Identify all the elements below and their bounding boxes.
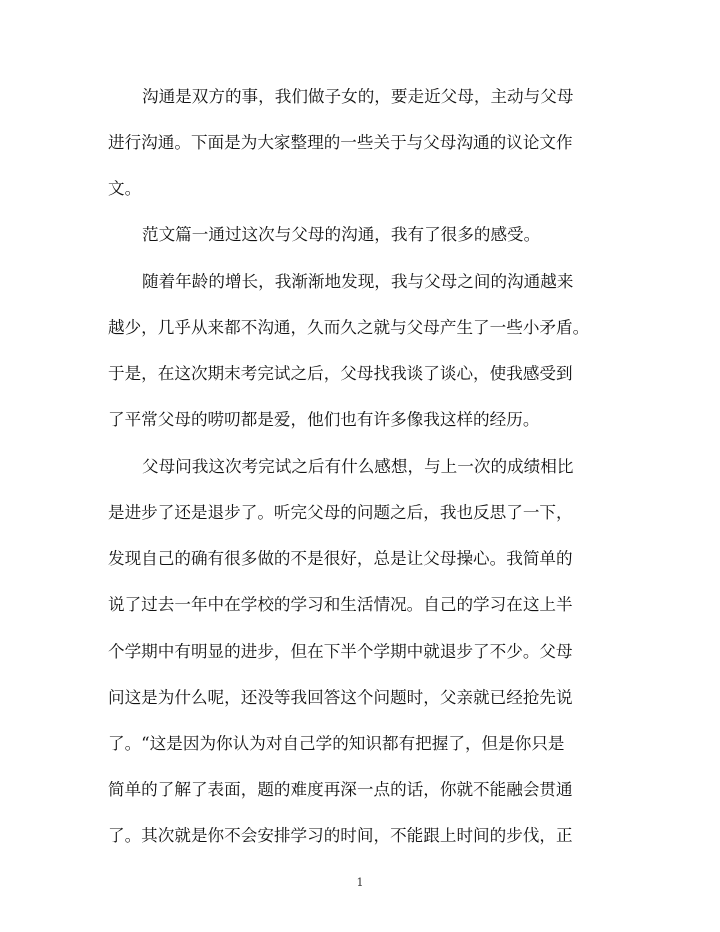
paragraph-line: 沟通是双方的事，我们做子女的，要走近父母，主动与父母	[142, 87, 574, 106]
paragraph-line: 是进步了还是退步了。听完父母的问题之后，我也反思了一下，	[108, 503, 573, 522]
paragraph-line: 了平常父母的唠叨都是爱，他们也有许多像我这样的经历。	[108, 410, 540, 429]
paragraph-line: 了。“这是因为你认为对自己学的知识都有把握了，但是你只是	[108, 734, 565, 753]
paragraph-line: 问这是为什么呢，还没等我回答这个问题时，父亲就已经抢先说	[108, 688, 573, 707]
paragraph-line: 简单的了解了表面，题的难度再深一点的话，你就不能融会贯通	[108, 780, 573, 799]
paragraph-line: 越少，几乎从来都不沟通，久而久之就与父母产生了一些小矛盾。	[108, 318, 590, 337]
paragraph-line: 文。	[108, 179, 142, 198]
paragraph-line: 范文篇一通过这次与父母的沟通，我有了很多的感受。	[142, 225, 541, 244]
paragraph-line: 于是，在这次期末考完试之后，父母找我谈了谈心，使我感受到	[108, 364, 573, 383]
paragraph-line: 了。其次就是你不会安排学习的时间，不能跟上时间的步伐，正	[108, 826, 573, 845]
page-number: 1	[356, 876, 364, 889]
paragraph-line: 进行沟通。下面是为大家整理的一些关于与父母沟通的议论文作	[108, 133, 573, 152]
paragraph-line: 父母问我这次考完试之后有什么感想，与上一次的成绩相比	[142, 457, 574, 476]
paragraph-line: 说了过去一年中在学校的学习和生活情况。自己的学习在这上半	[108, 595, 573, 614]
paragraph-line: 个学期中有明显的进步，但在下半个学期中就退步了不少。父母	[108, 642, 573, 661]
paragraph-line: 发现自己的确有很多做的不是很好，总是让父母操心。我简单的	[108, 549, 573, 568]
paragraph-line: 随着年龄的增长，我渐渐地发现，我与父母之间的沟通越来	[142, 272, 574, 291]
